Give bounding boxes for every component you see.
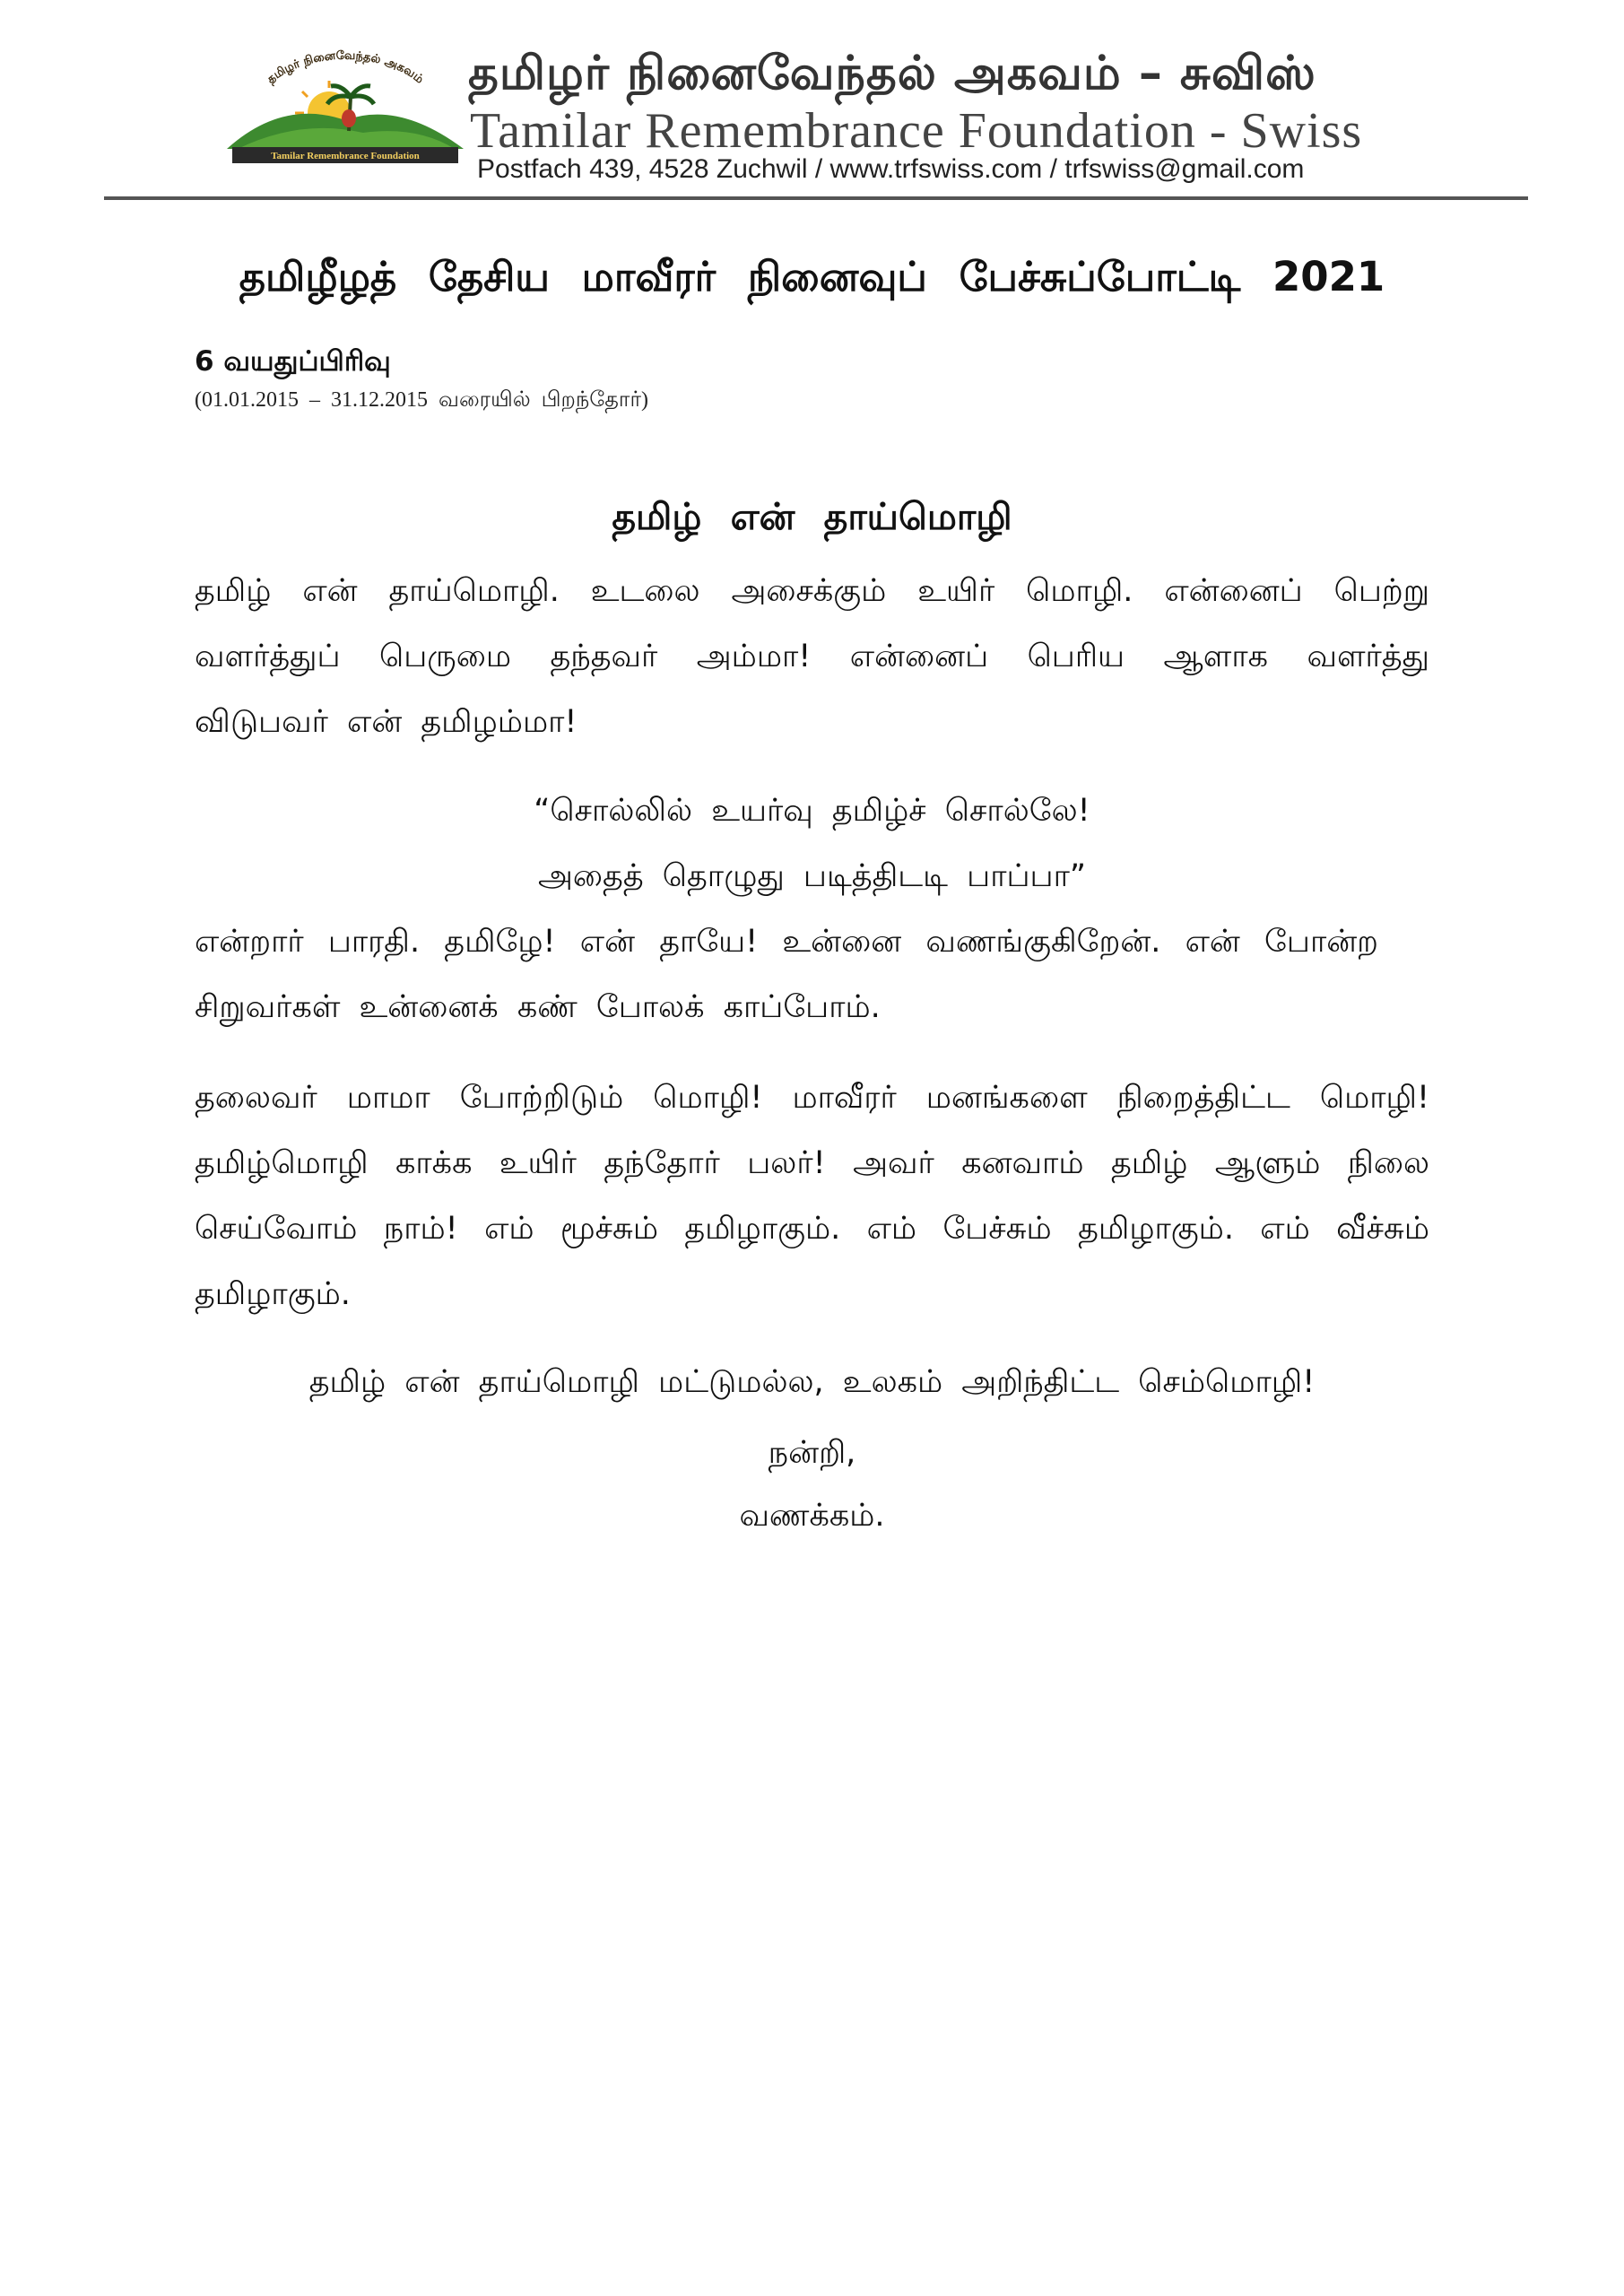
foundation-logo [220,45,471,170]
org-name-english: Tamilar Remembrance Foundation - Swiss [470,103,1363,159]
svg-text:தமிழர் நினைவேந்தல் அகவம்: தமிழர் நினைவேந்தல் அகவம் [264,48,427,87]
letterhead [0,0,1624,206]
org-name-tamil: தமிழர் நினைவேந்தல் அகவம் – சுவிஸ் [468,47,1316,100]
birth-date-range: (01.01.2015 – 31.12.2015 வரையில் பிறந்தோர்) [195,388,648,412]
paragraph-1: தமிழ் என் தாய்மொழி. உடலை அசைக்கும் உயிர் மொழி. என்னைப் பெற்று வளர்த்துப் பெருமை தந்தவர் அம்மா! என்னைப் பெரிய ஆளாக வளர்த்து விடுபவர் என் தமிழம்மா! [195,573,1429,740]
paragraph-2: என்றார் பாரதி. தமிழே! என் தாயே! உன்னை வணங்குகிறேன். என் போன்ற சிறுவர்கள் உன்னைக் கண் போலக் காப்போம். [195,924,1378,1025]
header-divider [104,196,1528,200]
quote-line-2: அதைத் தொழுது படித்திடடி பாப்பா” [538,858,1086,894]
paragraph-3: தலைவர் மாமா போற்றிடும் மொழி! மாவீரர் மனங்களை நிறைத்திட்ட மொழி! தமிழ்மொழி காக்க உயிர் தந்தோர் பலர்! அவர் கனவாம் தமிழ் ஆளும் நிலை செய்வோம் நாம்! எம் மூச்சும் தமிழாகும். எம் பேச்சும் தமிழாகும். எம் வீச்சும் தமிழாகும். [195,1080,1430,1312]
svg-text:Tamilar Remembrance Foundation: Tamilar Remembrance Foundation [271,151,420,161]
age-category: 6 வயதுப்பிரிவு [195,345,391,378]
greeting-text: வணக்கம். [739,1498,885,1534]
quote-line-1: “சொல்லில் உயர்வு தமிழ்ச் சொல்லே! [534,793,1090,829]
closing-line: தமிழ் என் தாய்மொழி மட்டுமல்ல, உலகம் அறிந்திட்ட செம்மொழி! [308,1364,1316,1400]
thanks-text: நன்றி, [768,1435,856,1471]
document-title: தமிழீழத் தேசிய மாவீரர் நினைவுப் பேச்சுப்போட்டி 2021 [239,253,1385,300]
org-contact-line: Postfach 439, 4528 Zuchwil / www.trfswiss.com / trfswiss@gmail.com [477,154,1305,184]
essay-title: தமிழ் என் தாய்மொழி [612,495,1012,538]
